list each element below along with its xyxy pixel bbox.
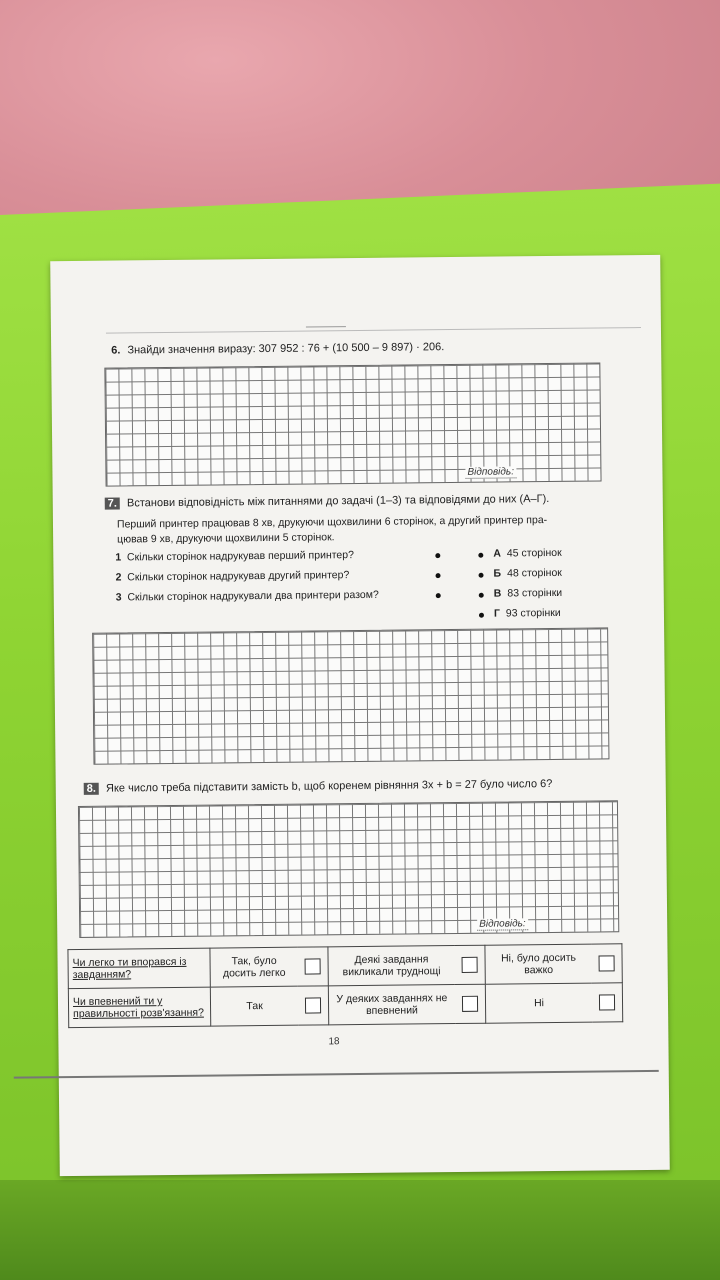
match-question-3-number: 3 — [115, 591, 122, 604]
question-6-number: 6. — [111, 344, 121, 357]
answer-label-8: Відповідь: — [477, 918, 528, 931]
self-checkbox-1-easy-cell — [297, 947, 328, 986]
option-b — [493, 567, 561, 580]
self-checkbox-1-some-cell — [454, 945, 485, 984]
checkbox-some-difficult[interactable] — [461, 957, 477, 973]
checkbox-confident-yes[interactable] — [305, 997, 321, 1013]
question-7-text: Встанови відповідність між питаннями до задачі (1–3) та відповідями до них (А–Г). — [126, 493, 550, 510]
match-dot-question-1[interactable] — [435, 553, 440, 558]
problem-statement — [117, 512, 637, 547]
option-g-text: 93 сторінки — [505, 606, 561, 620]
self-answer-2-yes: Так — [210, 986, 298, 1026]
match-question-3-text: Скільки сторінок надрукували два принтери разом? — [127, 588, 379, 604]
problem-line-2: цював 9 хв, друкуючи щохвилини 5 сторінок. — [117, 531, 335, 546]
work-grid-6[interactable] — [104, 362, 601, 486]
match-question-2 — [115, 569, 349, 583]
self-answer-2-some: У деяких завданнях не впевнений — [328, 985, 455, 1025]
option-g-letter: Г — [493, 607, 500, 620]
self-assessment-table — [67, 943, 623, 1028]
option-a-letter: А — [493, 547, 501, 560]
green-tray-edge — [0, 1180, 720, 1280]
checkbox-easy[interactable] — [304, 958, 320, 974]
self-checkbox-1-hard-cell — [592, 944, 623, 983]
match-question-3 — [116, 589, 379, 604]
match-question-1 — [115, 549, 354, 563]
option-a-text: 45 сторінок — [506, 546, 562, 560]
worksheet-page — [50, 255, 670, 1176]
match-dot-question-2[interactable] — [436, 573, 441, 578]
self-question-2: Чи впевнений ти у правильності розв'язання? — [68, 987, 211, 1027]
question-8-number: 8. — [84, 783, 99, 795]
self-answer-1-some: Деякі завдання викликали труднощі — [328, 946, 455, 986]
self-answer-2-no: Ні — [485, 983, 592, 1023]
match-question-2-number: 2 — [115, 571, 122, 584]
problem-line-1: Перший принтер працював 8 хв, друкуючи щохвилини 6 сторінок, а другий принтер пра- — [116, 514, 548, 531]
self-question-1: Чи легко ти впорався із завданням? — [68, 948, 211, 988]
question-8 — [84, 778, 553, 795]
self-checkbox-2-yes-cell — [298, 986, 329, 1025]
bottom-rule — [14, 1070, 659, 1079]
self-answer-1-hard: Ні, було досить важко — [485, 944, 592, 984]
question-6 — [111, 341, 444, 356]
match-dot-option-v[interactable] — [479, 593, 484, 598]
checkbox-confident-some[interactable] — [462, 996, 478, 1012]
option-v — [494, 587, 563, 600]
match-question-1-text: Скільки сторінок надрукував перший принтер? — [126, 549, 354, 564]
answer-label-6: Відповідь: — [465, 466, 516, 479]
option-b-letter: Б — [493, 567, 502, 580]
option-v-letter: В — [493, 587, 502, 600]
question-6-text: Знайди значення виразу: 307 952 : 76 + (10 500 – 9 897) · 206. — [127, 341, 445, 357]
question-7 — [105, 493, 550, 510]
header-dash — [306, 326, 346, 327]
self-checkbox-2-some-cell — [455, 984, 486, 1023]
question-8-text: Яке число треба підставити замість b, щоб коренем рівняння 3x + b = 27 було число 6? — [105, 777, 553, 795]
self-assessment-row-1 — [68, 944, 622, 989]
page-number: 18 — [328, 1036, 340, 1048]
match-dot-option-b[interactable] — [479, 573, 484, 578]
header-rule — [106, 327, 641, 334]
match-question-2-text: Скільки сторінок надрукував другий принтер? — [127, 569, 350, 584]
option-g — [494, 607, 561, 620]
checkbox-hard[interactable] — [599, 955, 615, 971]
option-v-text: 83 сторінки — [507, 586, 563, 600]
work-grid-7[interactable] — [92, 627, 609, 764]
checkbox-confident-no[interactable] — [599, 994, 615, 1010]
self-assessment-row-2 — [68, 983, 622, 1028]
work-grid-8[interactable] — [78, 800, 619, 938]
match-question-1-number: 1 — [115, 551, 122, 564]
match-dot-option-a[interactable] — [478, 553, 483, 558]
match-dot-question-3[interactable] — [436, 593, 441, 598]
match-dot-option-g[interactable] — [479, 613, 484, 618]
self-checkbox-2-no-cell — [592, 983, 623, 1022]
self-answer-1-easy: Так, було досить легко — [210, 947, 298, 987]
question-7-number: 7. — [105, 498, 120, 510]
option-b-text: 48 сторінок — [507, 566, 562, 580]
option-a — [493, 547, 562, 560]
